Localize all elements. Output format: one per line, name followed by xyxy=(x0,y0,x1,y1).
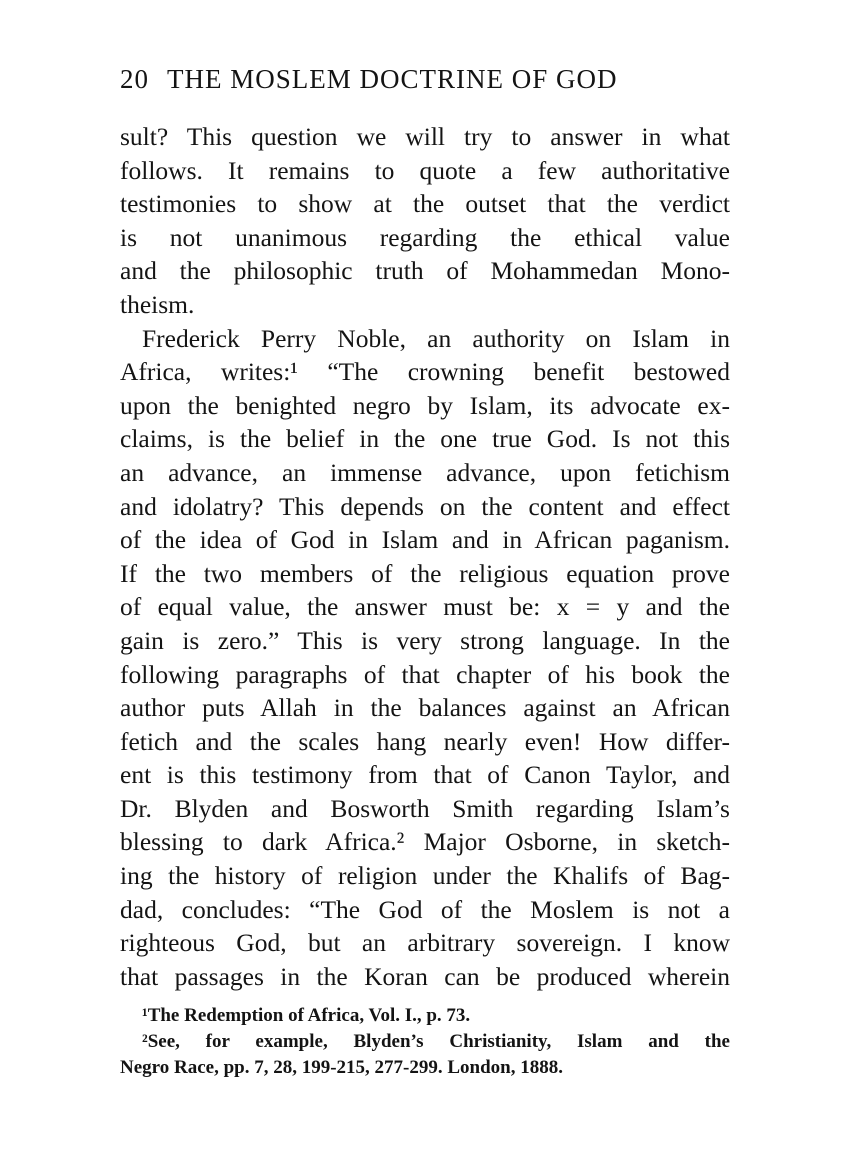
text-line: of the idea of God in Islam and in African paganism. xyxy=(120,525,730,555)
text-line: an advance, an immense advance, upon fetichism xyxy=(120,457,730,487)
text-line: dad, concludes: “The God of the Moslem is not a xyxy=(120,894,730,924)
body-text xyxy=(120,120,730,993)
text-line: If the two members of the religious equation prove xyxy=(120,558,730,588)
text-line: upon the benighted negro by Islam, its advocate ex- xyxy=(120,390,730,420)
text-line: righteous God, but an arbitrary sovereign. I know xyxy=(120,928,730,958)
text-line: following paragraphs of that chapter of his book the xyxy=(120,659,730,689)
text-line: ing the history of religion under the Khalifs of Bag- xyxy=(120,861,730,891)
text-line: and the philosophic truth of Mohammedan Mono- xyxy=(120,256,730,286)
footnote-line: ²See, for example, Blyden’s Christianity, Islam and the xyxy=(142,1031,730,1052)
text-line: claims, is the belief in the one true God. Is not this xyxy=(120,424,730,454)
text-line: follows. It remains to quote a few authoritative xyxy=(120,155,730,185)
text-line: and idolatry? This depends on the content and effect xyxy=(120,491,730,521)
text-line: sult? This question we will try to answer in what xyxy=(120,122,730,151)
text-line: author puts Allah in the balances against an African xyxy=(120,693,730,723)
text-line: of equal value, the answer must be: x = y and the xyxy=(120,592,730,622)
text-line: Frederick Perry Noble, an authority on Islam in xyxy=(142,323,730,353)
text-line: testimonies to show at the outset that the verdict xyxy=(120,189,730,219)
running-title: THE MOSLEM DOCTRINE OF GOD xyxy=(167,64,618,94)
text-line: that passages in the Koran can be produced wherein xyxy=(120,961,730,991)
text-line: is not unanimous regarding the ethical value xyxy=(120,222,730,252)
text-line: theism. xyxy=(120,289,195,319)
running-head xyxy=(120,64,740,95)
text-line: fetich and the scales hang nearly even! How differ- xyxy=(120,726,730,756)
text-line: Africa, writes:¹ “The crowning benefit bestowed xyxy=(120,357,730,387)
text-line: ent is this testimony from that of Canon Taylor, and xyxy=(120,760,730,790)
text-line: gain is zero.” This is very strong language. In the xyxy=(120,625,730,655)
footnotes xyxy=(120,1003,730,1081)
footnote-line: ¹The Redemption of Africa, Vol. I., p. 73. xyxy=(142,1005,471,1026)
text-line: Dr. Blyden and Bosworth Smith regarding Islam’s xyxy=(120,793,730,823)
footnote-line: Negro Race, pp. 7, 28, 199-215, 277-299. London, 1888. xyxy=(120,1057,563,1078)
text-line: blessing to dark Africa.² Major Osborne, in sketch- xyxy=(120,827,730,857)
page-number: 20 xyxy=(120,64,149,94)
